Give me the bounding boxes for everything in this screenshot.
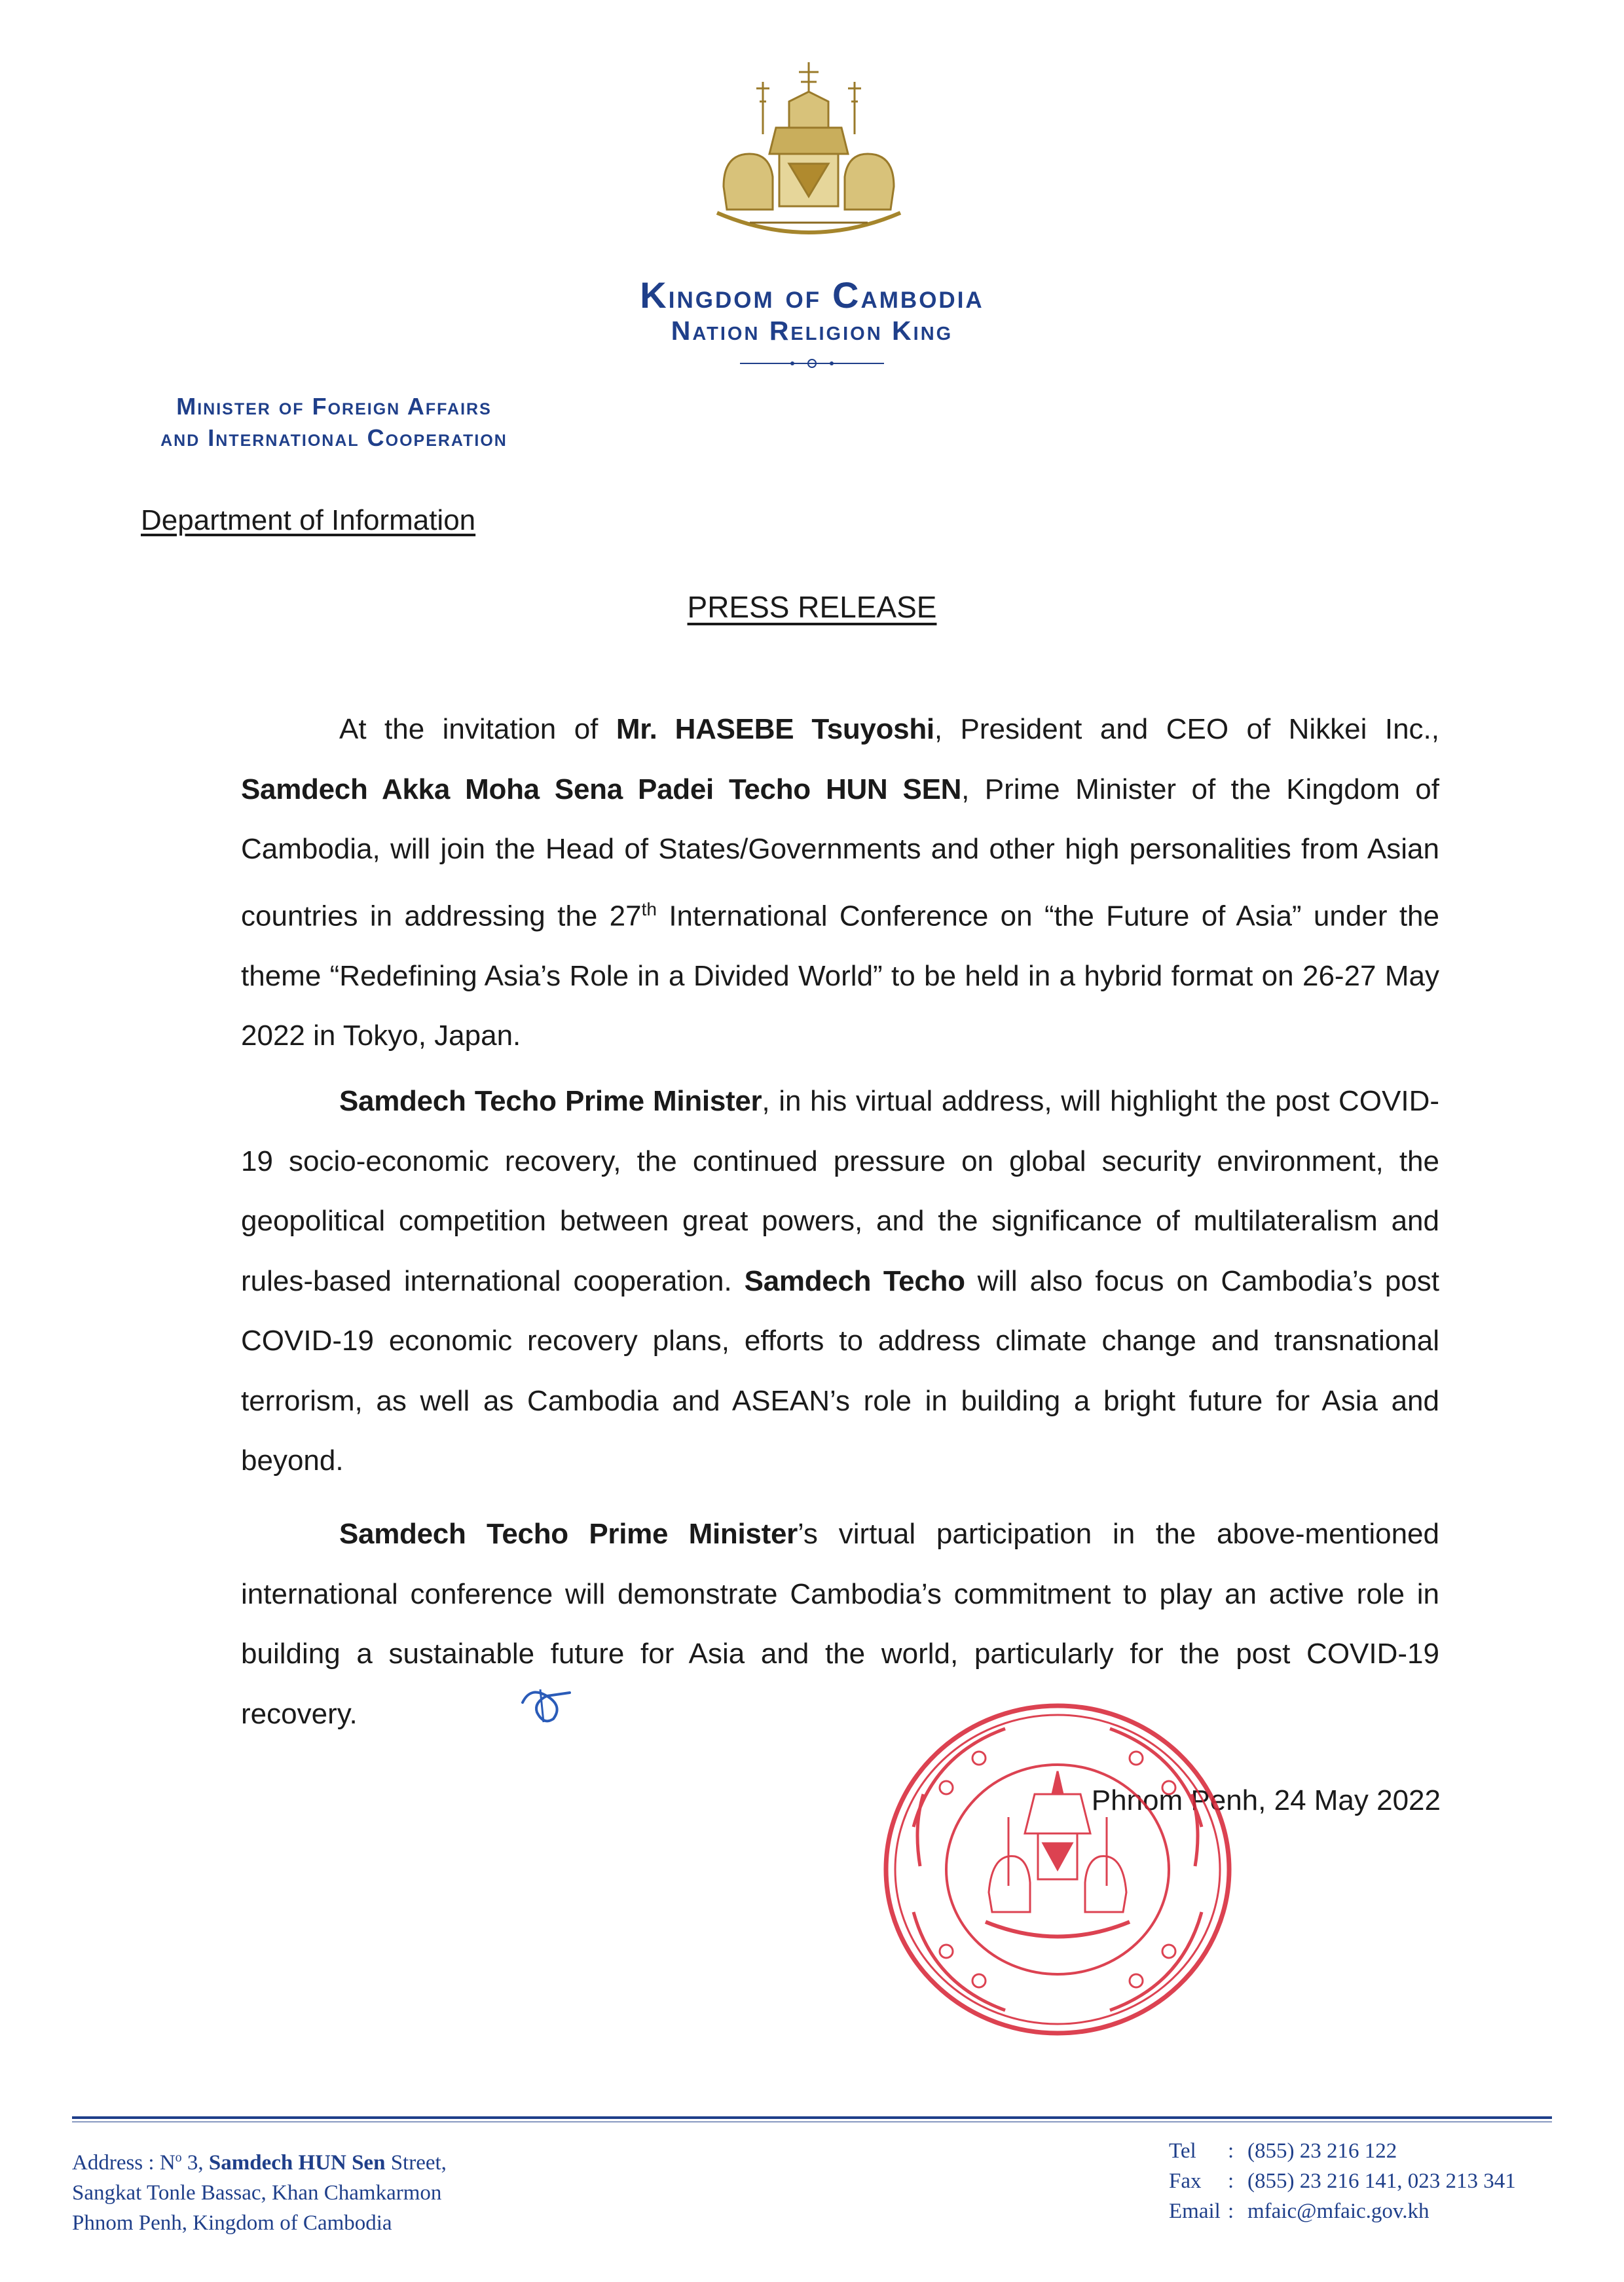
kingdom-title-tail: ambodia [860,278,984,315]
official-seal-stamp [874,1696,1241,2043]
ornament-divider-icon [740,354,884,373]
p2-name-c: Samdech Techo [744,1264,965,1297]
p1-name-hun-sen: Samdech Akka Moha Sena Padei Techo HUN SEN [241,773,962,805]
ministry-name-line1: Minister of Foreign Affairs [176,393,492,420]
tel-row: Tel : (855) 23 216 122 [1169,2136,1575,2166]
kingdom-title-initial: K [640,274,669,316]
email-label: Email [1169,2199,1221,2223]
ministry-name-line2: and International Cooperation [160,424,507,451]
p3-text-b: ’s virtual participation in the above-mentioned international conference will demonstrate Cambodia’s commitment to play an active role in building a sustainable future for Asia and the world, particularly for the post COVID-19 recovery. [241,1518,1440,1730]
handwritten-initial-signature [517,1683,576,1729]
tel-value: (855) 23 216 122 [1247,2139,1397,2163]
address-street-name: Samdech HUN Sen [208,2151,386,2175]
paragraph-1 [241,699,1439,1066]
coat-of-arms-emblem [697,56,920,252]
p1-name-hasebe: Mr. HASEBE Tsuyoshi [616,713,934,745]
kingdom-title-initial-c: C [832,274,861,316]
address-street-suffix: Street, [385,2151,447,2175]
email-row: Email : mfaic@mfaic.gov.kh [1169,2196,1575,2226]
p1-text-f: International Conference on “the Future of Asia” under the theme “Redefining Asia’s Role in a Divided World” to be held in a hybrid format on 26-27 May 2022 in Tokyo, Japan. [241,900,1439,1052]
address-number: 3, [181,2151,209,2175]
footer-divider [72,2116,1552,2119]
paragraph-2 [241,1071,1439,1491]
p2-text-d: will also focus on Cambodia’s post COVID-19 economic recovery plans, efforts to address climate change and transnational terrorism, as well as Cambodia and ASEAN’s role in building a bright future for Asia and beyond. [241,1264,1439,1477]
p2-name-a: Samdech Techo Prime Minister [339,1085,762,1117]
fax-row: Fax : (855) 23 216 141, 023 213 341 [1169,2166,1575,2196]
kingdom-title-part: ingdom of [668,278,833,315]
address-line-2: Sangkat Tonle Bassac, Khan Chamkarmon [72,2181,442,2205]
email-value: mfaic@mfaic.gov.kh [1247,2199,1430,2223]
fax-label: Fax [1169,2169,1202,2193]
p2-text-b: , in his virtual address, will highlight the post COVID-19 socio-economic recovery, the continued pressure on global security environment, the geopolitical competition between great powers, and the significance of multilateralism and rules-based international cooperation. [241,1085,1439,1297]
document-title: PRESS RELEASE [687,590,937,624]
department-name: Department of Information [141,504,476,536]
address-number-sup: o [175,2150,182,2165]
paragraph-3 [241,1504,1439,1744]
kingdom-title [0,274,1624,316]
p1-ordinal-sup: th [641,898,657,919]
nation-religion-king: Nation Religion King [671,316,953,346]
footer-address [72,2143,661,2238]
fax-value: (855) 23 216 141, 023 213 341 [1247,2169,1516,2193]
p1-text-c: , President and CEO of Nikkei Inc., [934,713,1439,745]
date-line: Phnom Penh, 24 May 2022 [1091,1784,1441,1816]
footer-contact [1169,2136,1575,2226]
p1-text-e: , Prime Minister of the Kingdom of Cambodia, will join the Head of States/Governments and other high personalities from Asian countries in addressing the 27 [241,773,1439,932]
p3-name-a: Samdech Techo Prime Minister [339,1518,798,1550]
address-line-1 [72,2143,661,2178]
p1-text-a: At the invitation of [339,713,616,745]
address-line-3: Phnom Penh, Kingdom of Cambodia [72,2211,392,2235]
tel-label: Tel [1169,2139,1196,2163]
address-label: Address : N [72,2151,175,2175]
